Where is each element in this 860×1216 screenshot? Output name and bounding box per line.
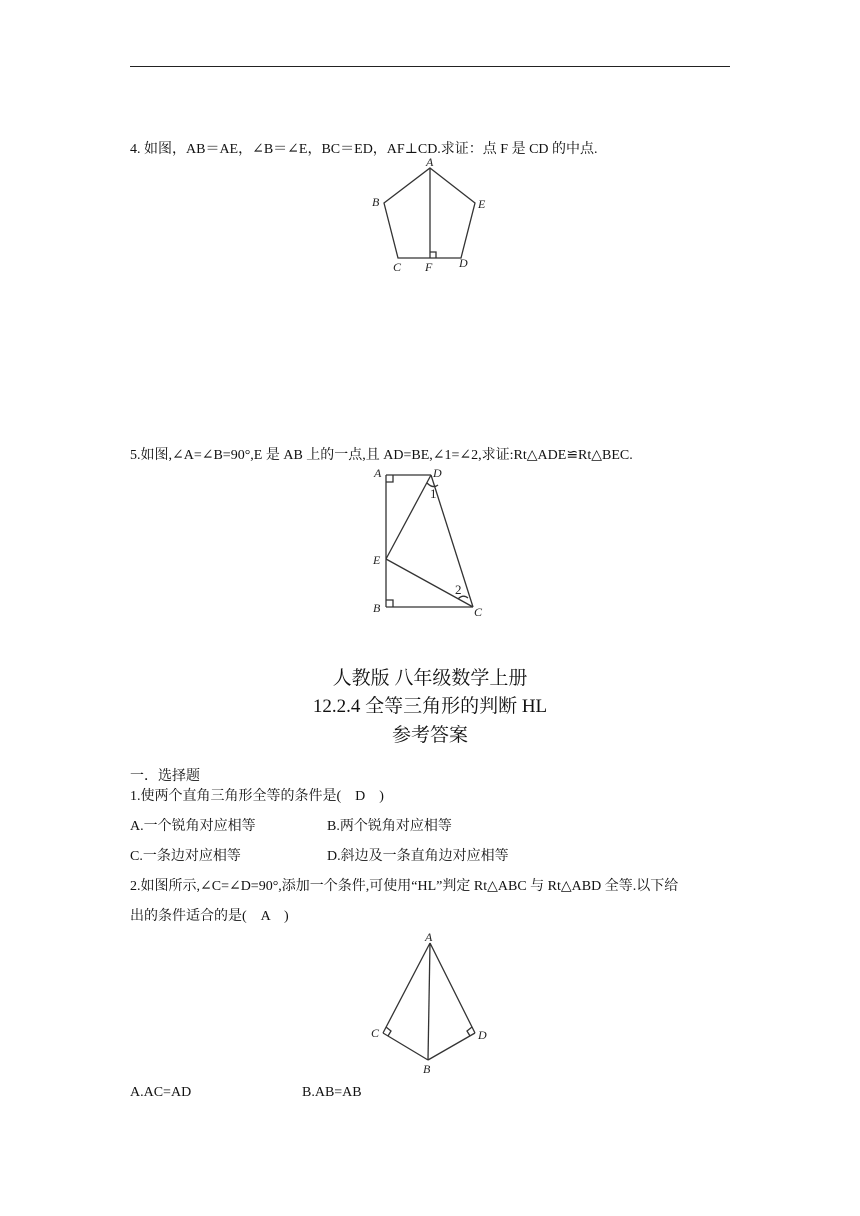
answer-1-option-c: C.一条边对应相等 — [130, 849, 241, 864]
answer-1-option-b: B.两个锐角对应相等 — [327, 819, 452, 834]
label-b: B — [373, 601, 381, 615]
label-angle-1: 1 — [430, 486, 437, 501]
label-e: E — [478, 197, 486, 211]
label-d: D — [478, 1028, 487, 1042]
answer-2-option-a: A.AC=AD — [130, 1085, 192, 1100]
segment-db — [428, 1033, 475, 1060]
label-b: B — [423, 1062, 431, 1076]
label-c: C — [474, 605, 483, 619]
segment-ad — [430, 943, 475, 1033]
segment-ab — [428, 943, 430, 1060]
segment-ac — [383, 943, 430, 1033]
label-c: C — [371, 1026, 380, 1040]
answer-1-option-d: D.斜边及一条直角边对应相等 — [327, 849, 509, 864]
label-d: D — [459, 256, 468, 270]
answer-title-line2: 12.2.4 全等三角形的判断 HL — [312, 696, 548, 717]
answer-2-question-line1: 2.如图所示,∠C=∠D=90°,添加一个条件,可使用“HL”判定 Rt△ABC 与 Rt△ABD 全等.以下给 — [130, 879, 679, 894]
section-heading: 一．选择题 — [130, 769, 200, 784]
label-a: A — [426, 155, 434, 169]
question-4-text: 4. 如图，AB＝AE，∠B＝∠E，BC＝ED，AF⊥CD.求证：点 F 是 CD 的中点. — [130, 142, 598, 157]
question-5-text: 5.如图,∠A=∠B=90°,E 是 AB 上的一点,且 AD=BE,∠1=∠2,求证:Rt△ADE≌Rt△BEC. — [130, 448, 633, 463]
label-a: A — [374, 466, 382, 480]
answer-title-line3: 参考答案 — [391, 725, 468, 746]
answer-title-line1: 人教版 八年级数学上册 — [332, 668, 528, 689]
answer-1-option-a: A.一个锐角对应相等 — [130, 819, 256, 834]
label-angle-2: 2 — [455, 582, 462, 597]
label-b: B — [372, 195, 380, 209]
label-d: D — [433, 466, 442, 480]
label-a: A — [425, 930, 433, 944]
label-e: E — [373, 553, 381, 567]
answer-2-question-line2: 出的条件适合的是( A ) — [130, 909, 289, 924]
label-f: F — [425, 260, 433, 274]
label-c: C — [393, 260, 402, 274]
answer-1-question: 1.使两个直角三角形全等的条件是( D ) — [130, 789, 384, 804]
segment-cb — [383, 1033, 428, 1060]
answer-2-option-b: B.AB=AB — [302, 1085, 362, 1100]
